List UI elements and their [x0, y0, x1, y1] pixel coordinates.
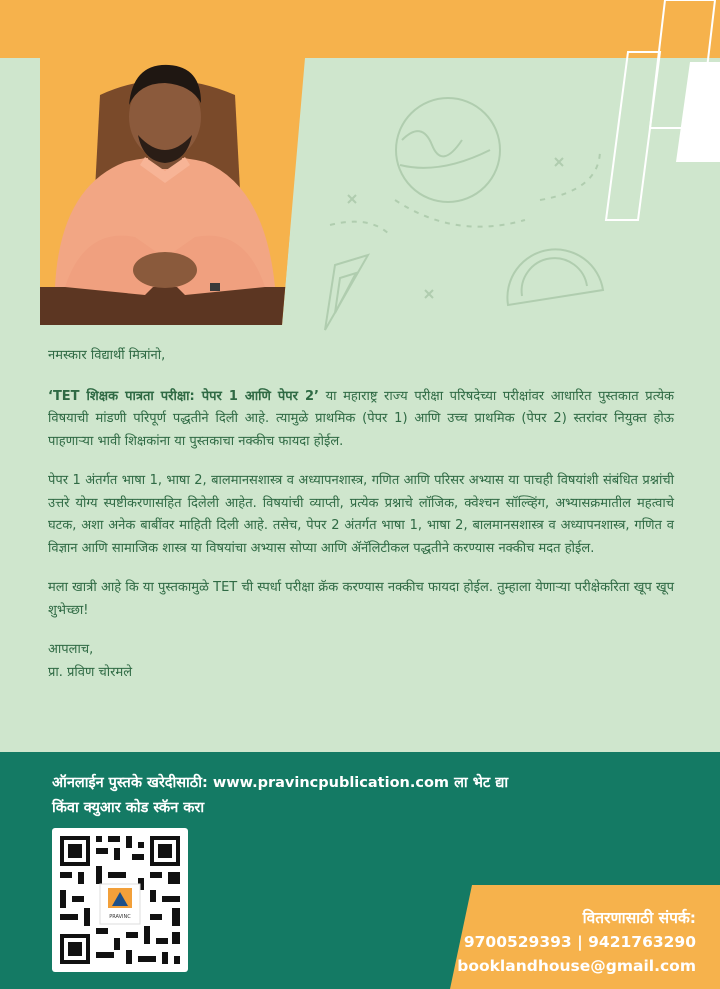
- book-title-lead: ‘TET शिक्षक पात्रता परीक्षा: पेपर 1 आणि पेपर 2’: [48, 388, 319, 404]
- letter-signature: प्रा. प्रविण चोरमले: [48, 664, 133, 680]
- paragraph-1-text: या महाराष्ट्र राज्य परीक्षा परिषदेच्या परीक्षांवर आधारित पुस्तकात प्रत्येक विषयाची मांडणी परिपूर्ण पद्धतीने दिली आहे. त्यामुळे प्राथमिक (पेपर 1) आणि उच्च प्राथमिक (पेपर 2) स्तरांवर नियुक्त होऊ पाहणाऱ्या भावी शिक्षकांना या पुस्तकाचा नक्कीच फायदा होईल.: [48, 388, 674, 449]
- letter-paragraph-1: [48, 386, 674, 454]
- footer-qr-instruction: किंवा क्युआर कोड स्कॅन करा: [52, 800, 205, 816]
- author-photo: [40, 55, 290, 325]
- letter-closing: आपलाच,: [48, 642, 94, 657]
- letter-paragraph-2: पेपर 1 अंतर्गत भाषा 1, भाषा 2, बालमानसशास्त्र व अध्यापनशास्त्र, गणित आणि परिसर अभ्यास या पाचही विषयांशी संबंधित प्रश्नांची उत्तरे योग्य स्पष्टीकरणासहित दिलेली आहेत. विषयांची व्याप्ती, प्रत्येक प्रश्नाचे लॉजिक, क्वेश्चन सॉल्व्हिंग, अभ्यासक्रमातील महत्वाचे घटक, अशा अनेक बाबींवर माहिती दिली आहे. तसेच, पेपर 2 अंतर्गत भाषा 1, भाषा 2, बालमानसशास्त्र व अध्यापनशास्त्र, गणित व विज्ञान आणि सामाजिक शास्त्र या विषयांचा अभ्यास सोप्या आणि ॲनॅलिटीकल पद्धतीने करण्यास नक्कीच मदत होईल.: [48, 473, 674, 556]
- letter-paragraph-3: मला खात्री आहे कि या पुस्तकामुळे TET ची स्पर्धा परीक्षा क्रॅक करण्यास नक्कीच फायदा होईल. तुम्हाला येणाऱ्या परीक्षेकरिता खूप खूप शुभेच्छा!: [48, 580, 674, 618]
- contact-email[interactable]: booklandhouse@gmail.com: [457, 957, 696, 975]
- qr-logo-text: PRAVINC: [109, 914, 131, 920]
- contact-phones[interactable]: 9700529393 | 9421763290: [463, 933, 696, 951]
- letter-body: [48, 345, 674, 684]
- contact-title: वितरणासाठी संपर्क:: [582, 909, 696, 927]
- letter-greeting: नमस्कार विद्यार्थी मित्रांनो,: [48, 348, 166, 363]
- qr-code[interactable]: [52, 828, 188, 972]
- footer-website-line: ऑनलाईन पुस्तके खरेदीसाठी: www.pravincpublication.com ला भेट द्या: [52, 775, 509, 791]
